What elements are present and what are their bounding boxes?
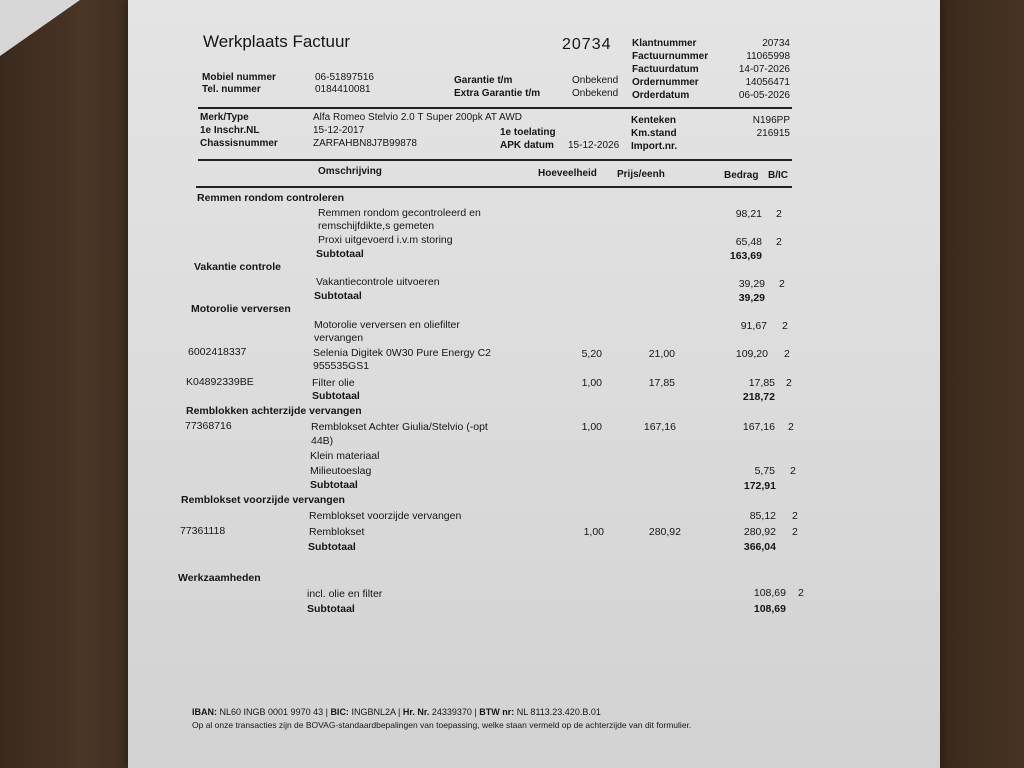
section-title: Remblokset voorzijde vervangen xyxy=(181,494,345,506)
header-divider xyxy=(198,107,792,109)
import-label: Import.nr. xyxy=(631,141,678,152)
item-description: Selenia Digitek 0W30 Pure Energy C2 xyxy=(313,347,492,359)
meta-value: 11065998 xyxy=(746,51,790,62)
meta-label: Orderdatum xyxy=(632,90,690,101)
column-amount: Bedrag xyxy=(724,170,759,181)
subtotal-value: 366,04 xyxy=(743,541,776,553)
phone-label: Tel. nummer xyxy=(202,84,261,95)
warranty-value: Onbekend xyxy=(572,75,619,86)
item-vat: 2 xyxy=(786,377,792,389)
item-code: 6002418337 xyxy=(188,346,247,358)
meta-label: Ordernummer xyxy=(632,77,699,88)
item-code: 77368716 xyxy=(185,420,232,432)
meta-value: 20734 xyxy=(762,38,790,49)
item-description: Remblokset voorzijde vervangen xyxy=(309,510,462,522)
item-quantity: 5,20 xyxy=(581,348,602,360)
iban-label: IBAN: xyxy=(192,707,217,717)
subtotal-label: Subtotaal xyxy=(316,248,364,260)
mobile-value: 06-51897516 xyxy=(315,72,374,83)
make-value: Alfa Romeo Stelvio 2.0 T Super 200pk AT AWD xyxy=(313,112,522,123)
subtotal-value: 108,69 xyxy=(753,603,786,615)
meta-value: 14056471 xyxy=(745,77,790,88)
item-vat: 2 xyxy=(776,236,782,248)
apk-label: APK datum xyxy=(500,140,554,151)
subtotal-value: 172,91 xyxy=(743,480,776,492)
invoice-sheet xyxy=(128,0,940,768)
section-title: Vakantie controle xyxy=(194,261,281,273)
subtotal-label: Subtotaal xyxy=(307,603,355,615)
column-quantity: Hoeveelheid xyxy=(538,168,597,179)
column-unit-price: Prijs/eenh xyxy=(617,169,665,180)
chassis-value: ZARFAHBN8J7B99878 xyxy=(313,138,417,149)
item-description: Filter olie xyxy=(312,377,355,389)
item-amount: 280,92 xyxy=(743,526,776,538)
admission-label: 1e toelating xyxy=(500,127,556,138)
subtotal-value: 163,69 xyxy=(729,250,762,262)
apk-value: 15-12-2026 xyxy=(568,140,620,151)
item-code: 77361118 xyxy=(180,525,226,537)
item-vat: 2 xyxy=(784,348,790,360)
column-vat: B/IC xyxy=(768,170,788,181)
item-unit-price: 280,92 xyxy=(648,526,681,538)
phone-value: 0184410081 xyxy=(315,84,371,95)
section-title: Remblokken achterzijde vervangen xyxy=(186,405,362,417)
hr-value: 24339370 xyxy=(431,707,472,717)
item-amount: 65,48 xyxy=(735,236,762,248)
warranty-label: Garantie t/m xyxy=(454,75,513,86)
first-registration-value: 15-12-2017 xyxy=(313,125,365,136)
document-title: Werkplaats Factuur xyxy=(203,32,351,51)
background-paper-corner xyxy=(0,0,80,56)
vehicle-divider xyxy=(198,159,792,161)
item-unit-price: 17,85 xyxy=(648,377,675,389)
plate-value: N196PP xyxy=(752,115,790,126)
bic-value: INGBNL2A xyxy=(351,707,396,717)
section-title: Werkzaamheden xyxy=(178,572,261,584)
column-description: Omschrijving xyxy=(318,166,382,177)
mobile-label: Mobiel nummer xyxy=(202,72,276,83)
columns-divider xyxy=(196,186,792,188)
item-vat: 2 xyxy=(792,510,798,522)
meta-label: Factuurdatum xyxy=(632,64,699,75)
bic-label: BIC: xyxy=(330,707,349,717)
item-description: vervangen xyxy=(314,332,364,344)
item-amount: 108,69 xyxy=(753,587,786,599)
meta-label: Klantnummer xyxy=(632,38,697,49)
plate-label: Kenteken xyxy=(631,115,677,126)
item-amount: 167,16 xyxy=(742,421,775,433)
meta-label: Factuurnummer xyxy=(632,51,709,62)
item-description: Milieutoeslag xyxy=(310,465,372,477)
iban-value: NL60 INGB 0001 9970 43 xyxy=(219,707,324,717)
item-amount: 109,20 xyxy=(735,348,768,360)
item-description: remschijfdikte,s gemeten xyxy=(318,220,435,232)
item-vat: 2 xyxy=(790,465,796,477)
btw-value: NL 8113.23.420.B.01 xyxy=(516,707,601,717)
subtotal-label: Subtotaal xyxy=(314,290,362,302)
item-description: Remblokset xyxy=(309,526,365,538)
subtotal-label: Subtotaal xyxy=(312,390,360,402)
item-description: 44B) xyxy=(311,435,334,447)
subtotal-label: Subtotaal xyxy=(308,541,356,553)
item-quantity: 1,00 xyxy=(581,377,602,389)
subtotal-label: Subtotaal xyxy=(310,479,358,491)
item-amount: 39,29 xyxy=(738,278,765,290)
item-amount: 98,21 xyxy=(735,208,762,220)
item-description: Remmen rondom gecontroleerd en xyxy=(318,207,481,219)
extra-warranty-label: Extra Garantie t/m xyxy=(454,88,541,99)
section-title: Remmen rondom controleren xyxy=(197,192,345,204)
item-quantity: 1,00 xyxy=(583,526,604,538)
item-vat: 2 xyxy=(788,421,794,433)
meta-value: 14-07-2026 xyxy=(738,64,790,75)
chassis-label: Chassisnummer xyxy=(200,138,278,149)
item-unit-price: 21,00 xyxy=(648,348,675,360)
item-amount: 5,75 xyxy=(754,465,775,477)
item-description: Remblokset Achter Giulia/Stelvio (-opt xyxy=(311,421,488,433)
item-vat: 2 xyxy=(776,208,782,220)
item-unit-price: 167,16 xyxy=(643,421,676,433)
km-value: 216915 xyxy=(756,128,790,139)
section-title: Motorolie verversen xyxy=(191,303,291,315)
first-registration-label: 1e Inschr.NL xyxy=(200,125,260,136)
extra-warranty-value: Onbekend xyxy=(572,88,619,99)
terms-text: Op al onze transacties zijn de BOVAG-standaardbepalingen van toepassing, welke staan vermeld op de achterzijde van dit formulier. xyxy=(192,720,692,730)
item-quantity: 1,00 xyxy=(581,421,602,433)
invoice-number-large: 20734 xyxy=(562,36,612,53)
hr-label: Hr. Nr. xyxy=(402,707,430,717)
btw-label: BTW nr: xyxy=(479,707,515,717)
km-label: Km.stand xyxy=(631,128,677,139)
item-vat: 2 xyxy=(792,526,798,538)
item-amount: 17,85 xyxy=(748,377,775,389)
item-description: incl. olie en filter xyxy=(307,588,383,600)
item-vat: 2 xyxy=(798,587,804,599)
item-amount: 85,12 xyxy=(749,510,776,522)
make-label: Merk/Type xyxy=(200,112,249,123)
subtotal-value: 39,29 xyxy=(738,292,765,304)
item-description: 955535GS1 xyxy=(313,360,370,372)
meta-value: 06-05-2026 xyxy=(738,90,790,101)
item-amount: 91,67 xyxy=(740,320,767,332)
item-description: Klein materiaal xyxy=(310,450,380,462)
item-description: Vakantiecontrole uitvoeren xyxy=(316,276,440,288)
item-vat: 2 xyxy=(779,278,785,290)
item-description: Proxi uitgevoerd i.v.m storing xyxy=(318,234,453,246)
subtotal-value: 218,72 xyxy=(742,391,775,403)
bank-details: IBAN: NL60 INGB 0001 9970 43 | BIC: INGBNL2A | Hr. Nr. 24339370 | BTW nr: NL 8113.23.420.B.01 xyxy=(192,707,601,717)
item-vat: 2 xyxy=(782,320,788,332)
item-description: Motorolie verversen en oliefilter xyxy=(314,319,460,331)
item-code: K04892339BE xyxy=(186,376,254,388)
